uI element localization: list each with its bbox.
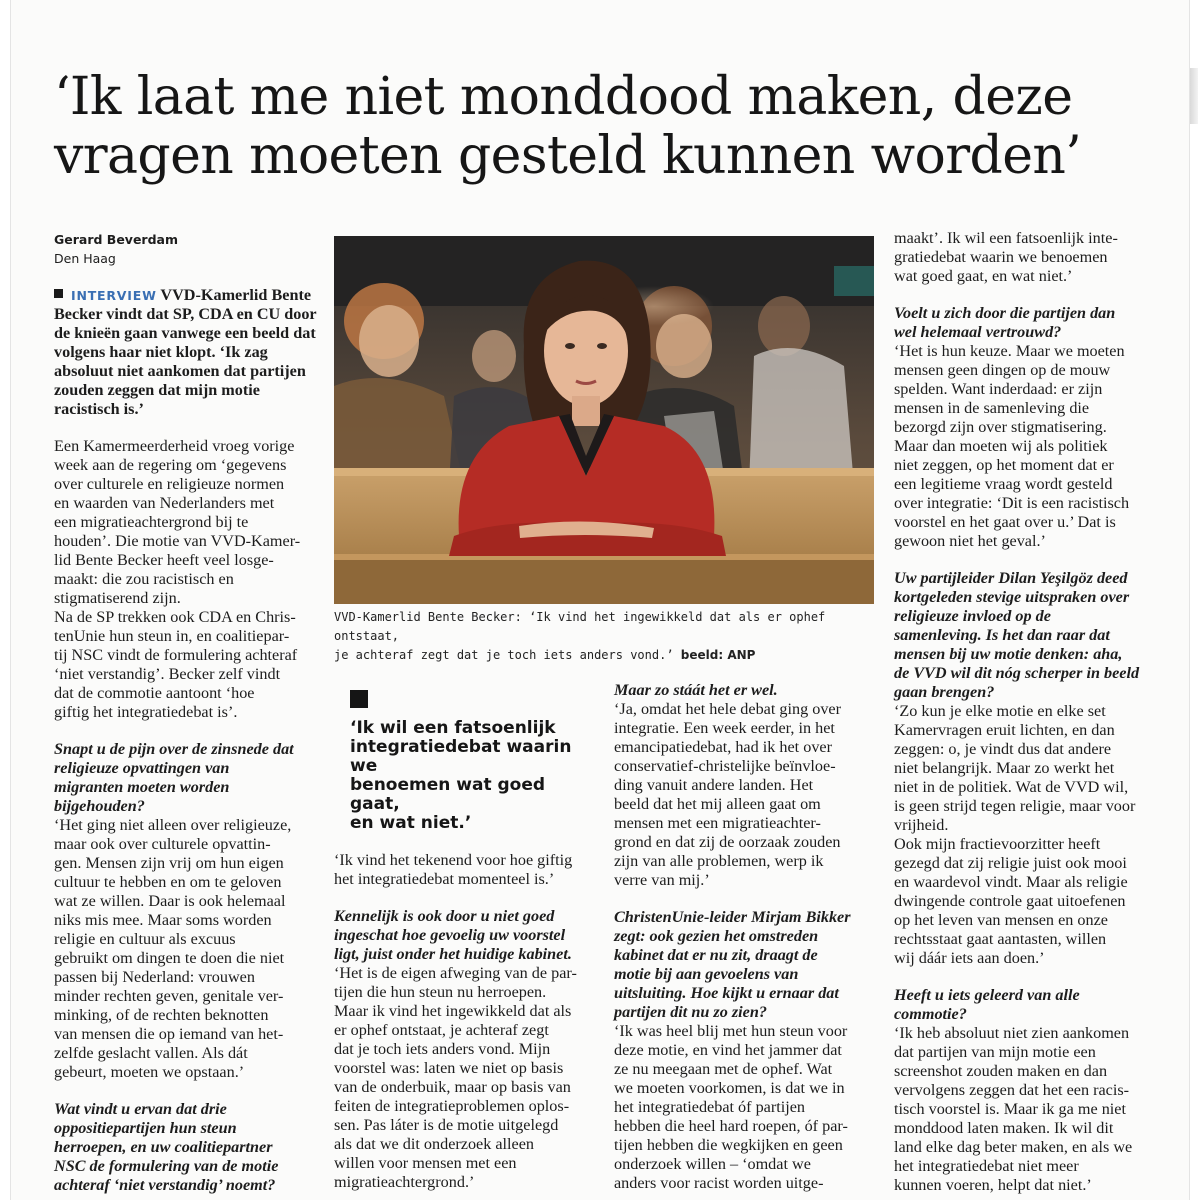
pullquote-square-marker [350,690,368,708]
lead-rubric: INTERVIEW [71,288,157,303]
answer-8: ‘Ik heb absoluut niet zien aankomen dat partijen van mijn motie een screenshot zouden maken en dan vervolgens zeggen dat het een racis- tisch voorstel is. Maar ik ga me niet monddood laten maken. Ik wil dit land elke dag beter maken, en als we het integratiedebat niet meer kunnen voeren, helpt dat niet.’ [894,1024,1133,1194]
byline-location: Den Haag [54,251,116,266]
question-8: Heeft u iets geleerd van alle commotie? [894,986,1080,1023]
article-photo [334,236,874,604]
answer-4: ‘Ja, omdat het hele debat ging over integratie. Een week eerder, in het emancipatiedebat, had ik het over conservatief-christelijke beïnvloe- ding vanuit andere landen. Het beeld dat het mij alleen gaat om mensen met een migratieachter- grond en dat zij de oorzaak zouden zijn van alle problemen, werp ik verre van mij.’ [614,700,841,889]
question-1: Snapt u de pijn over de zinsnede dat religieuze opvattingen van migranten moeten worden bijgehouden? [54,740,294,815]
byline-author: Gerard Beverdam [54,232,179,247]
question-5: ChristenUnie-leider Mirjam Bikker zegt: ook gezien het omstreden kabinet dat er nu zit, draagt de motie bij aan gevoelens van uitsluiting. Hoe kijkt u ernaar dat partijen dit nu zo zien? [614,908,851,1021]
answer-continued: ‘Ik vind het tekenend voor hoe giftig het integratiedebat momenteel is.’ [334,851,573,888]
question-4: Maar zo stáát het er wel. [614,681,778,699]
column-1 [54,230,322,1195]
article-lead [54,286,322,419]
article-headline: ‘Ik laat me niet monddood maken, deze vragen moeten gesteld kunnen worden’ [54,67,1082,186]
pullquote: ‘Ik wil een fatsoenlijk integratiedebat waarin we benoemen wat goed gaat, en wat niet.’ [350,718,572,833]
byline [54,230,322,268]
column-3 [614,681,880,1193]
question-2: Wat vindt u ervan dat drie oppositiepartijen hun steun herroepen, en uw coalitiepartner NSC de formulering van de motie achteraf ‘niet verstandig’ noemt? [54,1100,279,1194]
lead-square-marker [54,289,63,298]
question-7: Uw partijleider Dilan Yeşilgöz deed kortgeleden stevige uitspraken over religieuze invloed op de samenleving. Is het dan raar dat mensen bij uw motie denken: aha, de VVD wil dit nóg scherper in beeld gaan brengen? [894,569,1140,701]
answer-5-continued: maakt’. Ik wil een fatsoenlijk inte- gratiedebat waarin we benoemen wat goed gaat, en wat niet.’ [894,229,1118,285]
answer-1: ‘Het ging niet alleen over religieuze, maar ook over culturele opvattin- gen. Mensen zijn vrij om hun eigen cultuur te hebben en om te geloven wat ze willen. Daar is ook helemaal niks mis mee. Maar soms worden religie en cultuur als excuus gebruikt om dingen te doen die niet passen bij Nederland: vrouwen minder rechten geven, genitale ver- minking, of de rechten beknotten van mensen die op iemand van het- zelfde geslacht vallen. Als dát gebeurt, moeten we opstaan.’ [54,816,292,1081]
question-3: Kennelijk is ook door u niet goed ingeschat hoe gevoelig uw voorstel ligt, juist onder het huidige kabinet. [334,907,572,963]
photo-caption [334,608,879,665]
column-2 [334,851,596,1192]
photo-image [334,236,874,604]
adjacent-page-edge [1190,68,1198,124]
question-6: Voelt u zich door die partijen dan wel helemaal vertrouwd? [894,304,1116,341]
intro-paragraph: Een Kamermeerderheid vroeg vorige week aan de regering om ‘gegevens over culturele en religieuze normen en waarden van Nederlanders met een migratieachtergrond bij te houden’. Die motie van VVD-Kamer- lid Bente Becker heeft veel losge- maakt: die zou racistisch en stigmatiserend zijn. Na de SP trekken ook CDA en Chris- tenUnie hun steun in, en coalitiepar- tij NSC vindt de formulering achteraf ‘niet verstandig’. Becker zelf vindt dat de commotie aantoont ‘hoe giftig het integratiedebat is’. [54,437,301,721]
answer-7: ‘Zo kun je elke motie en elke set Kamervragen eruit lichten, en dan zeggen: o, je vindt dus dat andere niet belangrijk. Maar zo werkt het niet in de politiek. Wat de VVD wil, is geen strijd tegen religie, maar voor vrijheid. Ook mijn fractievoorzitter heeft gezegd dat zij religie juist ook mooi en waardevol vindt. Maar als religie dwingende controle gaat uitoefenen op het leven van mensen en onze rechtsstaat gaat aantasten, willen wij dáár iets aan doen.’ [894,702,1136,967]
caption-text: VVD-Kamerlid Bente Becker: ‘Ik vind het ingewikkeld dat als er ophef ontstaat, je achteraf zegt dat je toch iets anders vond.’ [334,610,826,662]
lead-text: VVD-Kamerlid Bente Becker vindt dat SP, CDA en CU door de knieën gaan vanwege een beeld dat volgens haar niet klopt. ‘Ik zag absoluut niet aankomen dat partijen zouden zeggen dat mijn motie racistisch is.’ [54,286,317,418]
answer-6: ‘Het is hun keuze. Maar we moeten mensen geen dingen op de mouw spelden. Want inderdaad: er zijn mensen in de samenleving die bezorgd zijn over stigmatisering. Maar dan moeten wij als politiek niet zeggen, op het moment dat er een legitieme vraag wordt gesteld over integratie: ‘Dit is een racistisch voorstel en het gaat over u.’ Dat is gewoon niet het geval.’ [894,342,1130,550]
answer-5: ‘Ik was heel blij met hun steun voor deze motie, en vind het jammer dat ze nu meegaan met de ophef. Wat we moeten voorkomen, is dat we in het integratiedebat óf partijen hebben die heel hard roepen, óf par- tijen hebben die wegkijken en geen onderzoek willen – ‘omdat we anders voor racist worden uitge- [614,1022,848,1192]
answer-3: ‘Het is de eigen afweging van de par- tijen die hun steun nu herroepen. Maar ik vind het ingewikkeld dat als er ophef ontstaat, je achteraf zegt dat je toch iets anders vond. Mijn voorstel was: laten we niet op basis van de onderbuik, maar op basis van feiten de integratieproblemen oplos- sen. Pas láter is de motie uitgelegd als dat we dit onderzoek alleen willen voor mensen met een migratieachtergrond.’ [334,964,577,1191]
caption-credit: beeld: ANP [680,648,756,662]
column-4 [894,229,1166,1195]
